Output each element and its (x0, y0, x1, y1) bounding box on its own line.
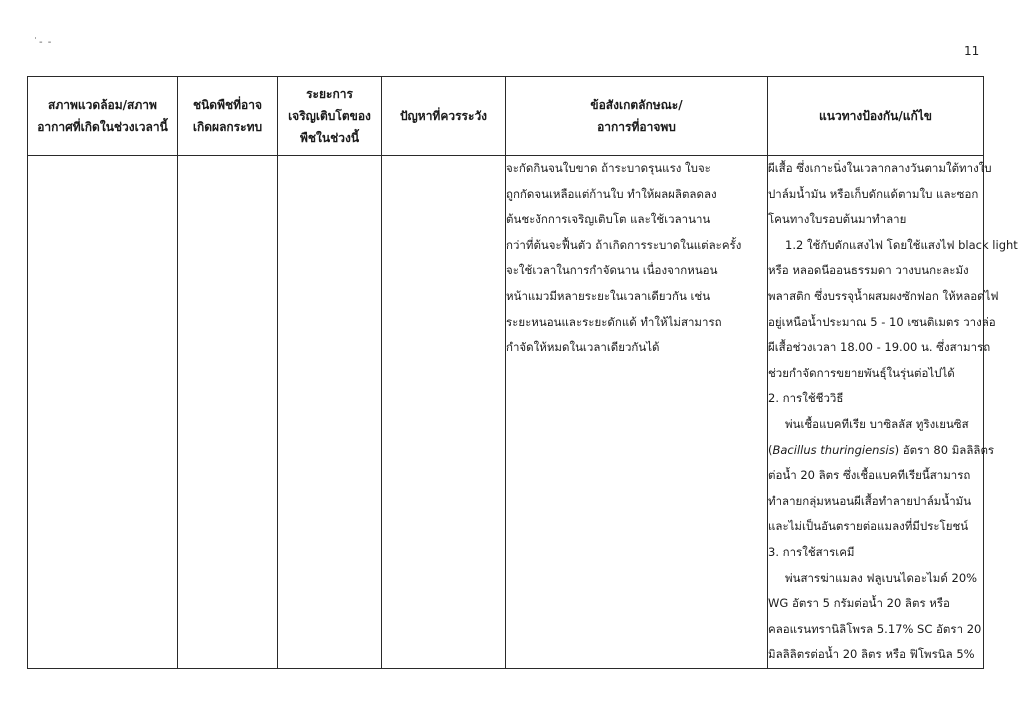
prevention-text-line: โคนทางใบรอบต้นมาทำลาย (768, 212, 907, 227)
symptom-text-line: ถูกกัดจนเหลือแต่ก้านใบ ทำให้ผลผลิตลดลง (506, 186, 717, 201)
prevention-text-line: มิลลิลิตรต่อน้ำ 20 ลิตร หรือ ฟิโพรนิล 5% (768, 647, 975, 662)
prevention-text-line: ผีเสื้อช่วงเวลา 18.00 - 19.00 น. ซึ่งสามารถ (768, 340, 991, 355)
prevention-text-line: อยู่เหนือน้ำประมาณ 5 - 10 เซนติเมตร วางล่อ (768, 314, 996, 329)
header-affected-crop: ชนิดพืชที่อาจ เกิดผลกระทบ (178, 77, 278, 156)
prevention-text-line: ช่วยกำจัดการขยายพันธุ์ในรุ่นต่อไปได้ (768, 365, 955, 380)
cell-prevention (768, 156, 1018, 669)
header-prevention: แนวทางป้องกัน/แก้ไข (768, 77, 984, 156)
prevention-text-line: 3. การใช้สารเคมี (768, 544, 855, 559)
header-problems-to-watch: ปัญหาที่ควรระวัง (382, 77, 506, 156)
prevention-text-line: คลอแรนทรานิลิโพรล 5.17% SC อัตรา 20 (768, 621, 982, 636)
prevention-text-line: ปาล์มน้ำมัน หรือเก็บดักแด้ตามใบ และซอก (768, 186, 979, 201)
symptom-text-line: จะกัดกินจนใบขาด ถ้าระบาดรุนแรง ใบจะ (506, 161, 711, 175)
symptom-text-line: กำจัดให้หมดในเวลาเดียวกันได้ (506, 340, 660, 355)
prevention-text-line: พ่นสารฆ่าแมลง ฟลูเบนไดอะไมด์ 20% (785, 570, 978, 585)
prevention-text-line: WG อัตรา 5 กรัมต่อน้ำ 20 ลิตร หรือ (768, 596, 950, 611)
prevention-text-line: และไม่เป็นอันตรายต่อแมลงที่มีประโยชน์ (768, 519, 969, 534)
prevention-text-line: (Bacillus thuringiensis) อัตรา 80 มิลลิลิตร (768, 442, 995, 457)
cell-growth-stage (278, 156, 382, 669)
cell-affected-crop (178, 156, 278, 669)
prevention-text-line: 1.2 ใช้กับดักแสงไฟ โดยใช้แสงไฟ black light (785, 237, 1018, 252)
symptom-text-line: หน้าแมวมีหลายระยะในเวลาเดียวกัน เช่น (506, 288, 711, 303)
table-header-row (28, 77, 984, 156)
cell-environment (28, 156, 178, 669)
prevention-text-line: ต่อน้ำ 20 ลิตร ซึ่งเชื้อแบคทีเรียนี้สามารถ (768, 468, 971, 483)
scan-artifact-mark: ˙‐ ‐ (33, 37, 53, 48)
prevention-text-line: หรือ หลอดนีออนธรรมดา วางบนกะละมัง (768, 263, 969, 278)
cell-symptoms (506, 156, 768, 669)
prevention-text-line: พ่นเชื้อแบคทีเรีย บาซิลลัส ทูริงเยนซิส (785, 416, 969, 431)
cell-problems (382, 156, 506, 669)
header-symptoms: ข้อสังเกตลักษณะ/ อาการที่อาจพบ (506, 77, 768, 156)
symptom-text-line: ระยะหนอนและระยะดักแด้ ทำให้ไม่สามารถ (506, 314, 722, 329)
pest-management-table (27, 76, 1018, 669)
prevention-text-line: พลาสติก ซึ่งบรรจุน้ำผสมผงซักฟอก ให้หลอดไฟ (768, 288, 999, 303)
symptom-text-line: ต้นชะงักการเจริญเติบโต และใช้เวลานาน (506, 212, 711, 227)
prevention-text-line: ทำลายกลุ่มหนอนผีเสื้อทำลายปาล์มน้ำมัน (768, 493, 972, 508)
prevention-text-line: 2. การใช้ชีววิธี (768, 391, 844, 406)
symptom-text-line: จะใช้เวลาในการกำจัดนาน เนื่องจากหนอน (506, 263, 718, 278)
table-row (28, 156, 984, 669)
prevention-text-line: ผีเสื้อ ซึ่งเกาะนิ่งในเวลากลางวันตามใต้ทางใบ (768, 161, 992, 175)
page-number: 11 (964, 44, 980, 58)
symptom-text-line: กว่าที่ต้นจะฟื้นตัว ถ้าเกิดการระบาดในแต่ละครั้ง (506, 237, 742, 252)
header-growth-stage: ระยะการ เจริญเติบโตของ พืชในช่วงนี้ (278, 77, 382, 156)
header-environment: สภาพแวดล้อม/สภาพ อากาศที่เกิดในช่วงเวลานี้ (28, 77, 178, 156)
